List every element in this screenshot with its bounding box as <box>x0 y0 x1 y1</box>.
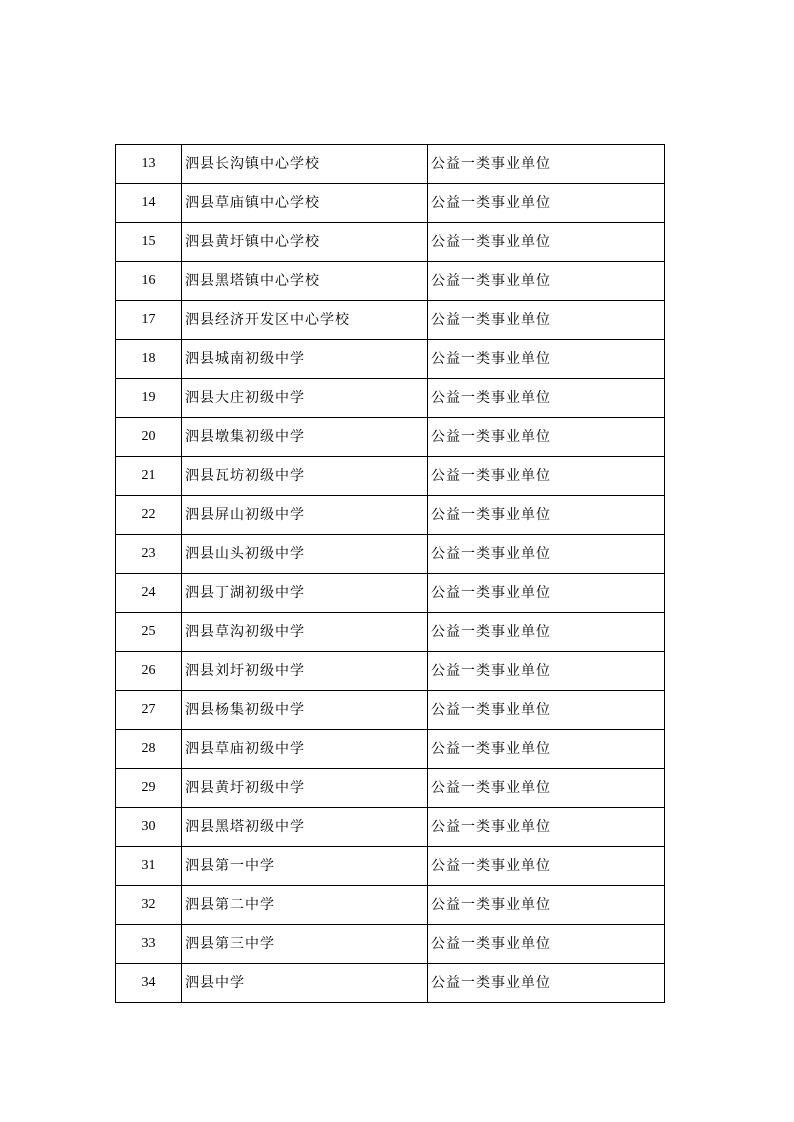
row-number: 33 <box>116 925 182 964</box>
institution-type: 公益一类事业单位 <box>428 808 665 847</box>
row-number: 17 <box>116 301 182 340</box>
table-row <box>116 613 665 652</box>
institution-type: 公益一类事业单位 <box>428 496 665 535</box>
institution-type: 公益一类事业单位 <box>428 730 665 769</box>
table-row <box>116 769 665 808</box>
row-number: 21 <box>116 457 182 496</box>
row-number: 31 <box>116 847 182 886</box>
row-number: 26 <box>116 652 182 691</box>
table-row <box>116 262 665 301</box>
institution-name: 泗县长沟镇中心学校 <box>182 145 428 184</box>
institution-name: 泗县丁湖初级中学 <box>182 574 428 613</box>
table-row <box>116 223 665 262</box>
institution-type: 公益一类事业单位 <box>428 184 665 223</box>
table-row <box>116 379 665 418</box>
table-row <box>116 145 665 184</box>
table-row <box>116 457 665 496</box>
row-number: 15 <box>116 223 182 262</box>
row-number: 19 <box>116 379 182 418</box>
table-row <box>116 535 665 574</box>
table-row <box>116 301 665 340</box>
institution-name: 泗县刘圩初级中学 <box>182 652 428 691</box>
institution-table <box>115 144 665 1003</box>
institution-name: 泗县杨集初级中学 <box>182 691 428 730</box>
table-row <box>116 652 665 691</box>
table-row <box>116 886 665 925</box>
table-row <box>116 574 665 613</box>
institution-name: 泗县经济开发区中心学校 <box>182 301 428 340</box>
row-number: 32 <box>116 886 182 925</box>
institution-name: 泗县第二中学 <box>182 886 428 925</box>
institution-name: 泗县黄圩初级中学 <box>182 769 428 808</box>
institution-name: 泗县黑塔初级中学 <box>182 808 428 847</box>
institution-type: 公益一类事业单位 <box>428 535 665 574</box>
institution-type: 公益一类事业单位 <box>428 301 665 340</box>
row-number: 34 <box>116 964 182 1003</box>
row-number: 16 <box>116 262 182 301</box>
row-number: 27 <box>116 691 182 730</box>
institution-name: 泗县草庙初级中学 <box>182 730 428 769</box>
institution-type: 公益一类事业单位 <box>428 379 665 418</box>
institution-type: 公益一类事业单位 <box>428 457 665 496</box>
table-row <box>116 730 665 769</box>
institution-type: 公益一类事业单位 <box>428 964 665 1003</box>
row-number: 25 <box>116 613 182 652</box>
row-number: 13 <box>116 145 182 184</box>
institution-name: 泗县城南初级中学 <box>182 340 428 379</box>
institution-name: 泗县第三中学 <box>182 925 428 964</box>
institution-type: 公益一类事业单位 <box>428 223 665 262</box>
table-row <box>116 496 665 535</box>
institution-type: 公益一类事业单位 <box>428 652 665 691</box>
institution-name: 泗县中学 <box>182 964 428 1003</box>
row-number: 22 <box>116 496 182 535</box>
institution-type: 公益一类事业单位 <box>428 145 665 184</box>
institution-name: 泗县屏山初级中学 <box>182 496 428 535</box>
table-row <box>116 964 665 1003</box>
table-row <box>116 691 665 730</box>
table-row <box>116 808 665 847</box>
row-number: 24 <box>116 574 182 613</box>
row-number: 18 <box>116 340 182 379</box>
institution-type: 公益一类事业单位 <box>428 691 665 730</box>
institution-name: 泗县草沟初级中学 <box>182 613 428 652</box>
institution-type: 公益一类事业单位 <box>428 574 665 613</box>
table-row <box>116 925 665 964</box>
institution-type: 公益一类事业单位 <box>428 418 665 457</box>
table-row <box>116 847 665 886</box>
table-row <box>116 418 665 457</box>
row-number: 20 <box>116 418 182 457</box>
row-number: 28 <box>116 730 182 769</box>
table-row <box>116 340 665 379</box>
institution-name: 泗县瓦坊初级中学 <box>182 457 428 496</box>
institution-name: 泗县墩集初级中学 <box>182 418 428 457</box>
row-number: 14 <box>116 184 182 223</box>
institution-type: 公益一类事业单位 <box>428 340 665 379</box>
row-number: 30 <box>116 808 182 847</box>
institution-name: 泗县大庄初级中学 <box>182 379 428 418</box>
row-number: 23 <box>116 535 182 574</box>
institution-type: 公益一类事业单位 <box>428 613 665 652</box>
table-row <box>116 184 665 223</box>
institution-type: 公益一类事业单位 <box>428 769 665 808</box>
institution-name: 泗县山头初级中学 <box>182 535 428 574</box>
institution-name: 泗县草庙镇中心学校 <box>182 184 428 223</box>
institution-name: 泗县黄圩镇中心学校 <box>182 223 428 262</box>
institution-type: 公益一类事业单位 <box>428 262 665 301</box>
institution-type: 公益一类事业单位 <box>428 886 665 925</box>
row-number: 29 <box>116 769 182 808</box>
institution-name: 泗县第一中学 <box>182 847 428 886</box>
institution-name: 泗县黑塔镇中心学校 <box>182 262 428 301</box>
institution-type: 公益一类事业单位 <box>428 847 665 886</box>
institution-type: 公益一类事业单位 <box>428 925 665 964</box>
